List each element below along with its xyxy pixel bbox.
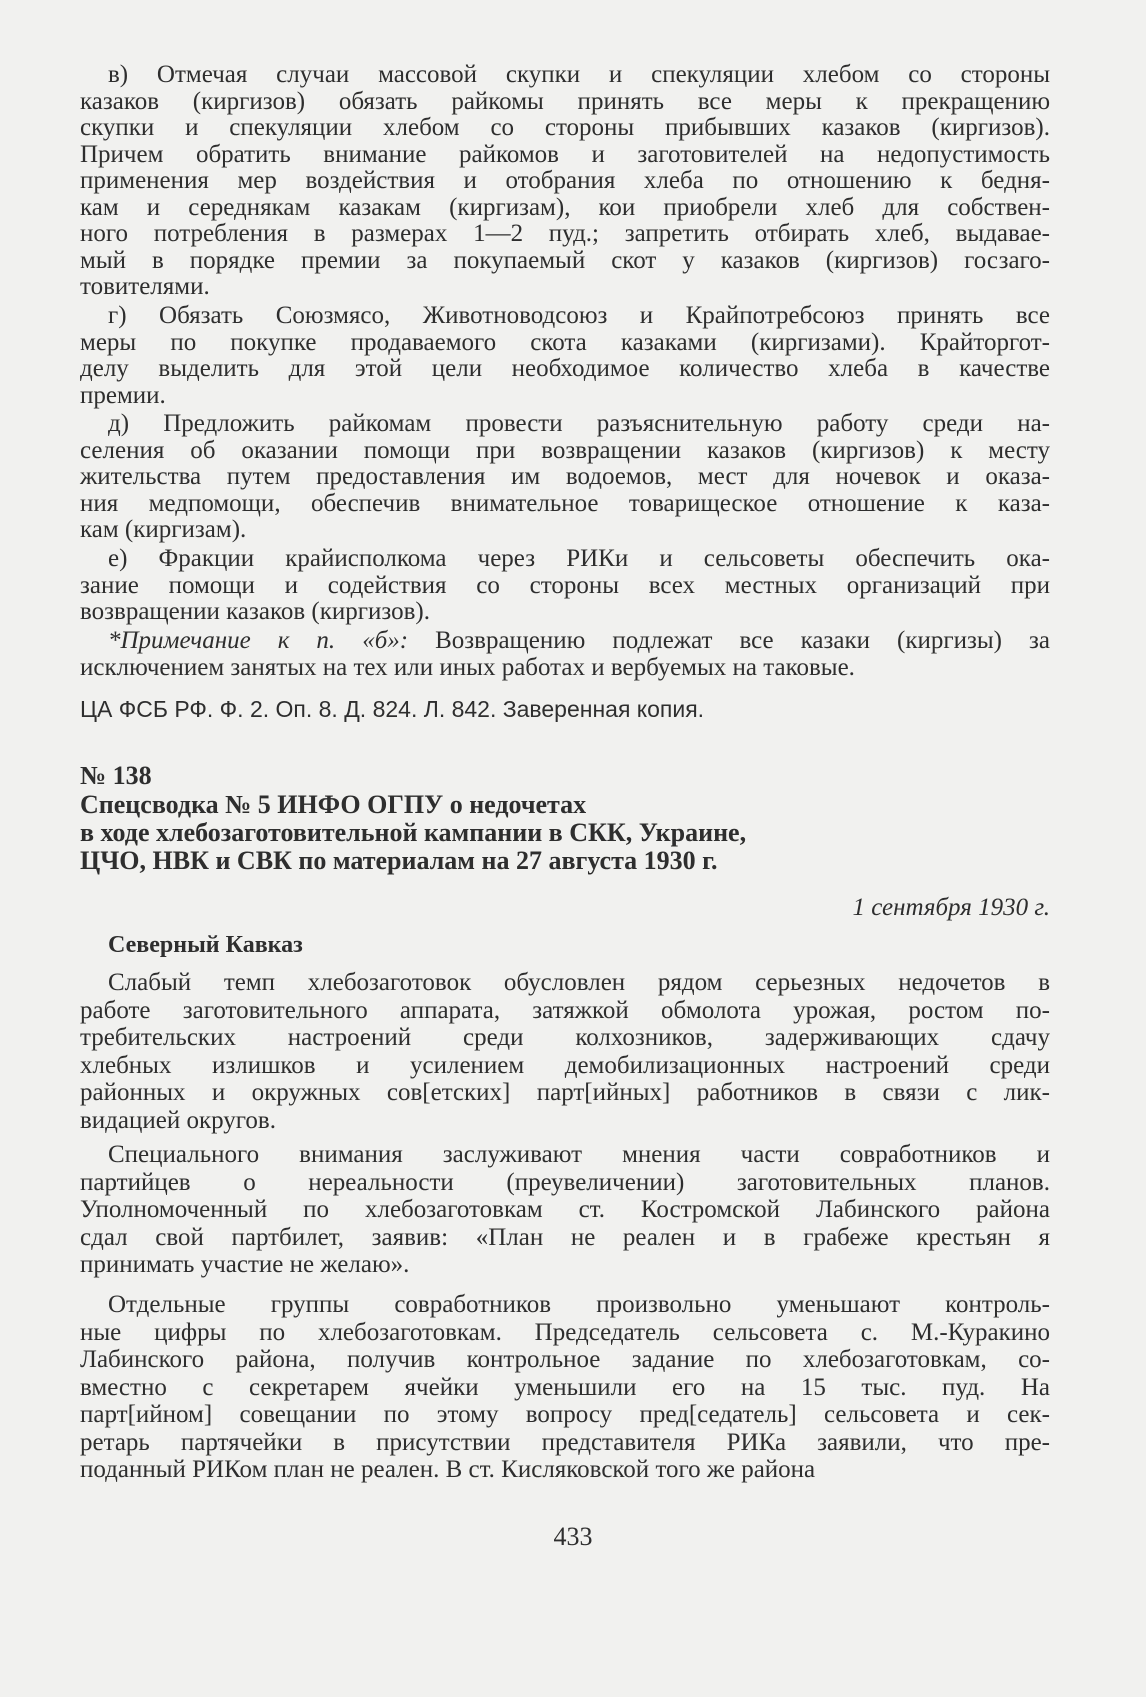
text-line: е) Фракции крайисполкома через РИКи и сельсоветы обеспечить ока-: [108, 545, 1050, 572]
paragraph-item-e: [80, 546, 1050, 626]
text-line: д) Предложить райкомам провести разъяснительную работу среди на-: [108, 410, 1050, 437]
text-line: казаков (киргизов) обязать райкомы принять все меры к прекращению: [80, 87, 1050, 115]
paragraph-item-g: [80, 303, 1050, 409]
document-date: 1 сентября 1930 г.: [852, 894, 1050, 921]
text-line: товителями.: [80, 273, 210, 300]
footnote-line: [80, 628, 1050, 655]
archive-source: ЦА ФСБ РФ. Ф. 2. Оп. 8. Д. 824. Л. 842. Заверенная копия.: [80, 696, 705, 722]
page-number: 433: [553, 1522, 593, 1551]
text-line: Слабый темп хлебозаготовок обусловлен рядом серьезных недочетов в: [108, 969, 1050, 996]
text-line: г) Обязать Союзмясо, Животноводсоюз и Крайпотребсоюз принять все: [108, 302, 1050, 329]
title-line: в ходе хлебозаготовительной кампании в СКК, Украине,: [80, 818, 747, 847]
title-line: ЦЧО, НВК и СВК по материалам на 27 августа 1930 г.: [80, 846, 718, 875]
text-line: видацией округов.: [80, 1106, 276, 1134]
footnote: [80, 628, 1050, 681]
text-line: вместно с секретарем ячейки уменьшили его на 15 тыс. пуд. На: [80, 1373, 1050, 1401]
text-line: парт[ийном] совещании по этому вопросу пред[седатель] сельсовета и сек-: [80, 1401, 1050, 1428]
text-line: поданный РИКом план не реален. В ст. Кисляковской того же района: [80, 1456, 816, 1483]
text-line: возвращении казаков (киргизов).: [80, 598, 430, 625]
text-line: работе заготовительного аппарата, затяжкой обмолота урожая, ростом по-: [80, 996, 1050, 1024]
text-line: скупки и спекуляции хлебом со стороны прибывших казаков (киргизов).: [80, 114, 1050, 141]
text-line: ретарь партячейки в присутствии представителя РИКа заявили, что пре-: [80, 1428, 1050, 1456]
footnote-label: *Примечание к п. «б»:: [108, 627, 409, 654]
section-heading: Северный Кавказ: [108, 932, 303, 958]
text-line: кам (киргизам).: [80, 516, 247, 543]
paragraph-item-v: [80, 62, 1050, 301]
text-line: хлебных излишков и усилением демобилизационных настроений среди: [80, 1051, 1050, 1079]
text-line: сдал свой партбилет, заявив: «План не реален и в грабеже крестьян я: [80, 1223, 1050, 1251]
title-line: Спецсводка № 5 ИНФО ОГПУ о недочетах: [80, 790, 587, 819]
document-title: [80, 791, 1050, 875]
text-line: районных и окружных сов[етских] парт[ийных] работников в связи с лик-: [80, 1079, 1050, 1106]
paragraph-item-d: [80, 411, 1050, 544]
document-number: № 138: [80, 761, 152, 790]
text-line: селения об оказании помощи при возвращении казаков (киргизов) к месту: [80, 436, 1050, 464]
text-line: делу выделить для этой цели необходимое количество хлеба в качестве: [80, 355, 1050, 382]
footnote-line: исключением занятых на тех или иных работах и вербуемых на таковые.: [80, 653, 855, 681]
text-line: Специального внимания заслуживают мнения части совработников и: [108, 1141, 1050, 1168]
text-line: жительства путем предоставления им водоемов, мест для ночевок и оказа-: [80, 463, 1050, 490]
text-line: в) Отмечая случаи массовой скупки и спекуляции хлебом со стороны: [108, 61, 1050, 88]
text-line: применения мер воздействия и отобрания хлеба по отношению к бедня-: [80, 167, 1050, 194]
text-line: принимать участие не желаю».: [80, 1251, 410, 1278]
text-line: ные цифры по хлебозаготовкам. Председатель сельсовета с. М.-Куракино: [80, 1318, 1050, 1346]
paragraph-1: [80, 969, 1050, 1134]
paragraph-3: [80, 1291, 1050, 1484]
text-line: Лабинского района, получив контрольное задание по хлебозаготовкам, со-: [80, 1346, 1050, 1373]
text-line: Отдельные группы совработников произвольно уменьшают контроль-: [108, 1291, 1050, 1318]
paragraph-2: [80, 1141, 1050, 1279]
text-line: Уполномоченный по хлебозаготовкам ст. Костромской Лабинского района: [80, 1196, 1050, 1223]
text-line: ного потребления в размерах 1—2 пуд.; запретить отбирать хлеб, выдавае-: [80, 220, 1050, 247]
text-line: премии.: [80, 381, 166, 409]
text-line: зание помощи и содействия со стороны всех местных организаций при: [80, 571, 1050, 599]
text-line: партийцев о нереальности (преувеличении) заготовительных планов.: [80, 1168, 1050, 1196]
text-line: мый в порядке премии за покупаемый скот у казаков (киргизов) госзаго-: [80, 246, 1050, 274]
text-line: ния медпомощи, обеспечив внимательное товарищеское отношение к каза-: [80, 489, 1050, 517]
text-line: Причем обратить внимание райкомов и заготовителей на недопустимость: [80, 140, 1050, 168]
text-line: кам и середнякам казакам (киргизам), кои приобрели хлеб для собствен-: [80, 193, 1050, 221]
footnote-text: Возвращению подлежат все казаки (киргизы) за: [408, 627, 1050, 654]
text-line: меры по покупке продаваемого скота казаками (киргизами). Крайторгот-: [80, 328, 1050, 356]
text-line: требительских настроений среди колхозников, задерживающих сдачу: [80, 1024, 1050, 1051]
